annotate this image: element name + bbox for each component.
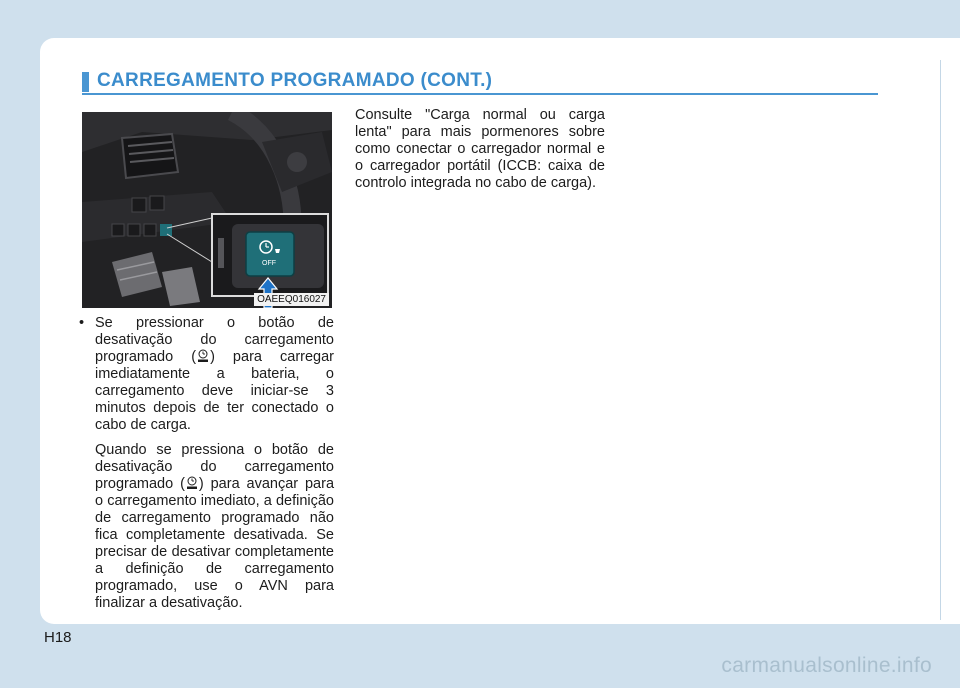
note-text-part1: Quando se pressiona o botão de desativação do carregamento programado (: [95, 442, 334, 492]
right-column-paragraph: Consulte "Carga normal ou carga lenta" para mais pormenores sobre como conectar o carregador normal e o carregador portátil (ICCB: caixa de controlo integrada no cabo de carga).: [355, 107, 605, 191]
section-title: CARREGAMENTO PROGRAMADO (CONT.): [97, 70, 493, 91]
clock-off-icon: [186, 476, 198, 490]
dashboard-illustration: [82, 112, 332, 308]
bullet-paragraph: [95, 315, 334, 434]
bullet-symbol: •: [79, 315, 85, 331]
dashboard-figure: [82, 112, 332, 308]
note-paragraph: [95, 442, 334, 612]
clock-off-icon: [197, 349, 209, 363]
watermark: carmanualsonline.info: [721, 654, 932, 677]
title-accent-bar: [82, 72, 89, 92]
bullet-text-part1: Se pressionar o botão de desativação do carregamento programado (: [95, 315, 334, 365]
figure-caption: OAEEQ016027: [254, 293, 329, 306]
page-number: H18: [44, 629, 72, 646]
title-underline: [82, 93, 878, 95]
note-text-part2: ) para avançar para o carregamento imediato, a definição de carregamento programado não fica completamente desativada. Se precisar de desativar completamente a definição de carregamento programado, use o AVN para finalizar a desativação.: [95, 476, 335, 611]
bullet-text-part2: ) para carregar imediatamente a bateria, o carregamento deve iniciar-se 3 minutos depois de ter conectado o cabo de carga.: [95, 349, 334, 433]
left-column: [79, 315, 334, 612]
bullet-item: [79, 315, 334, 434]
off-button-label: OFF: [262, 260, 276, 267]
page-edge: [940, 60, 941, 620]
